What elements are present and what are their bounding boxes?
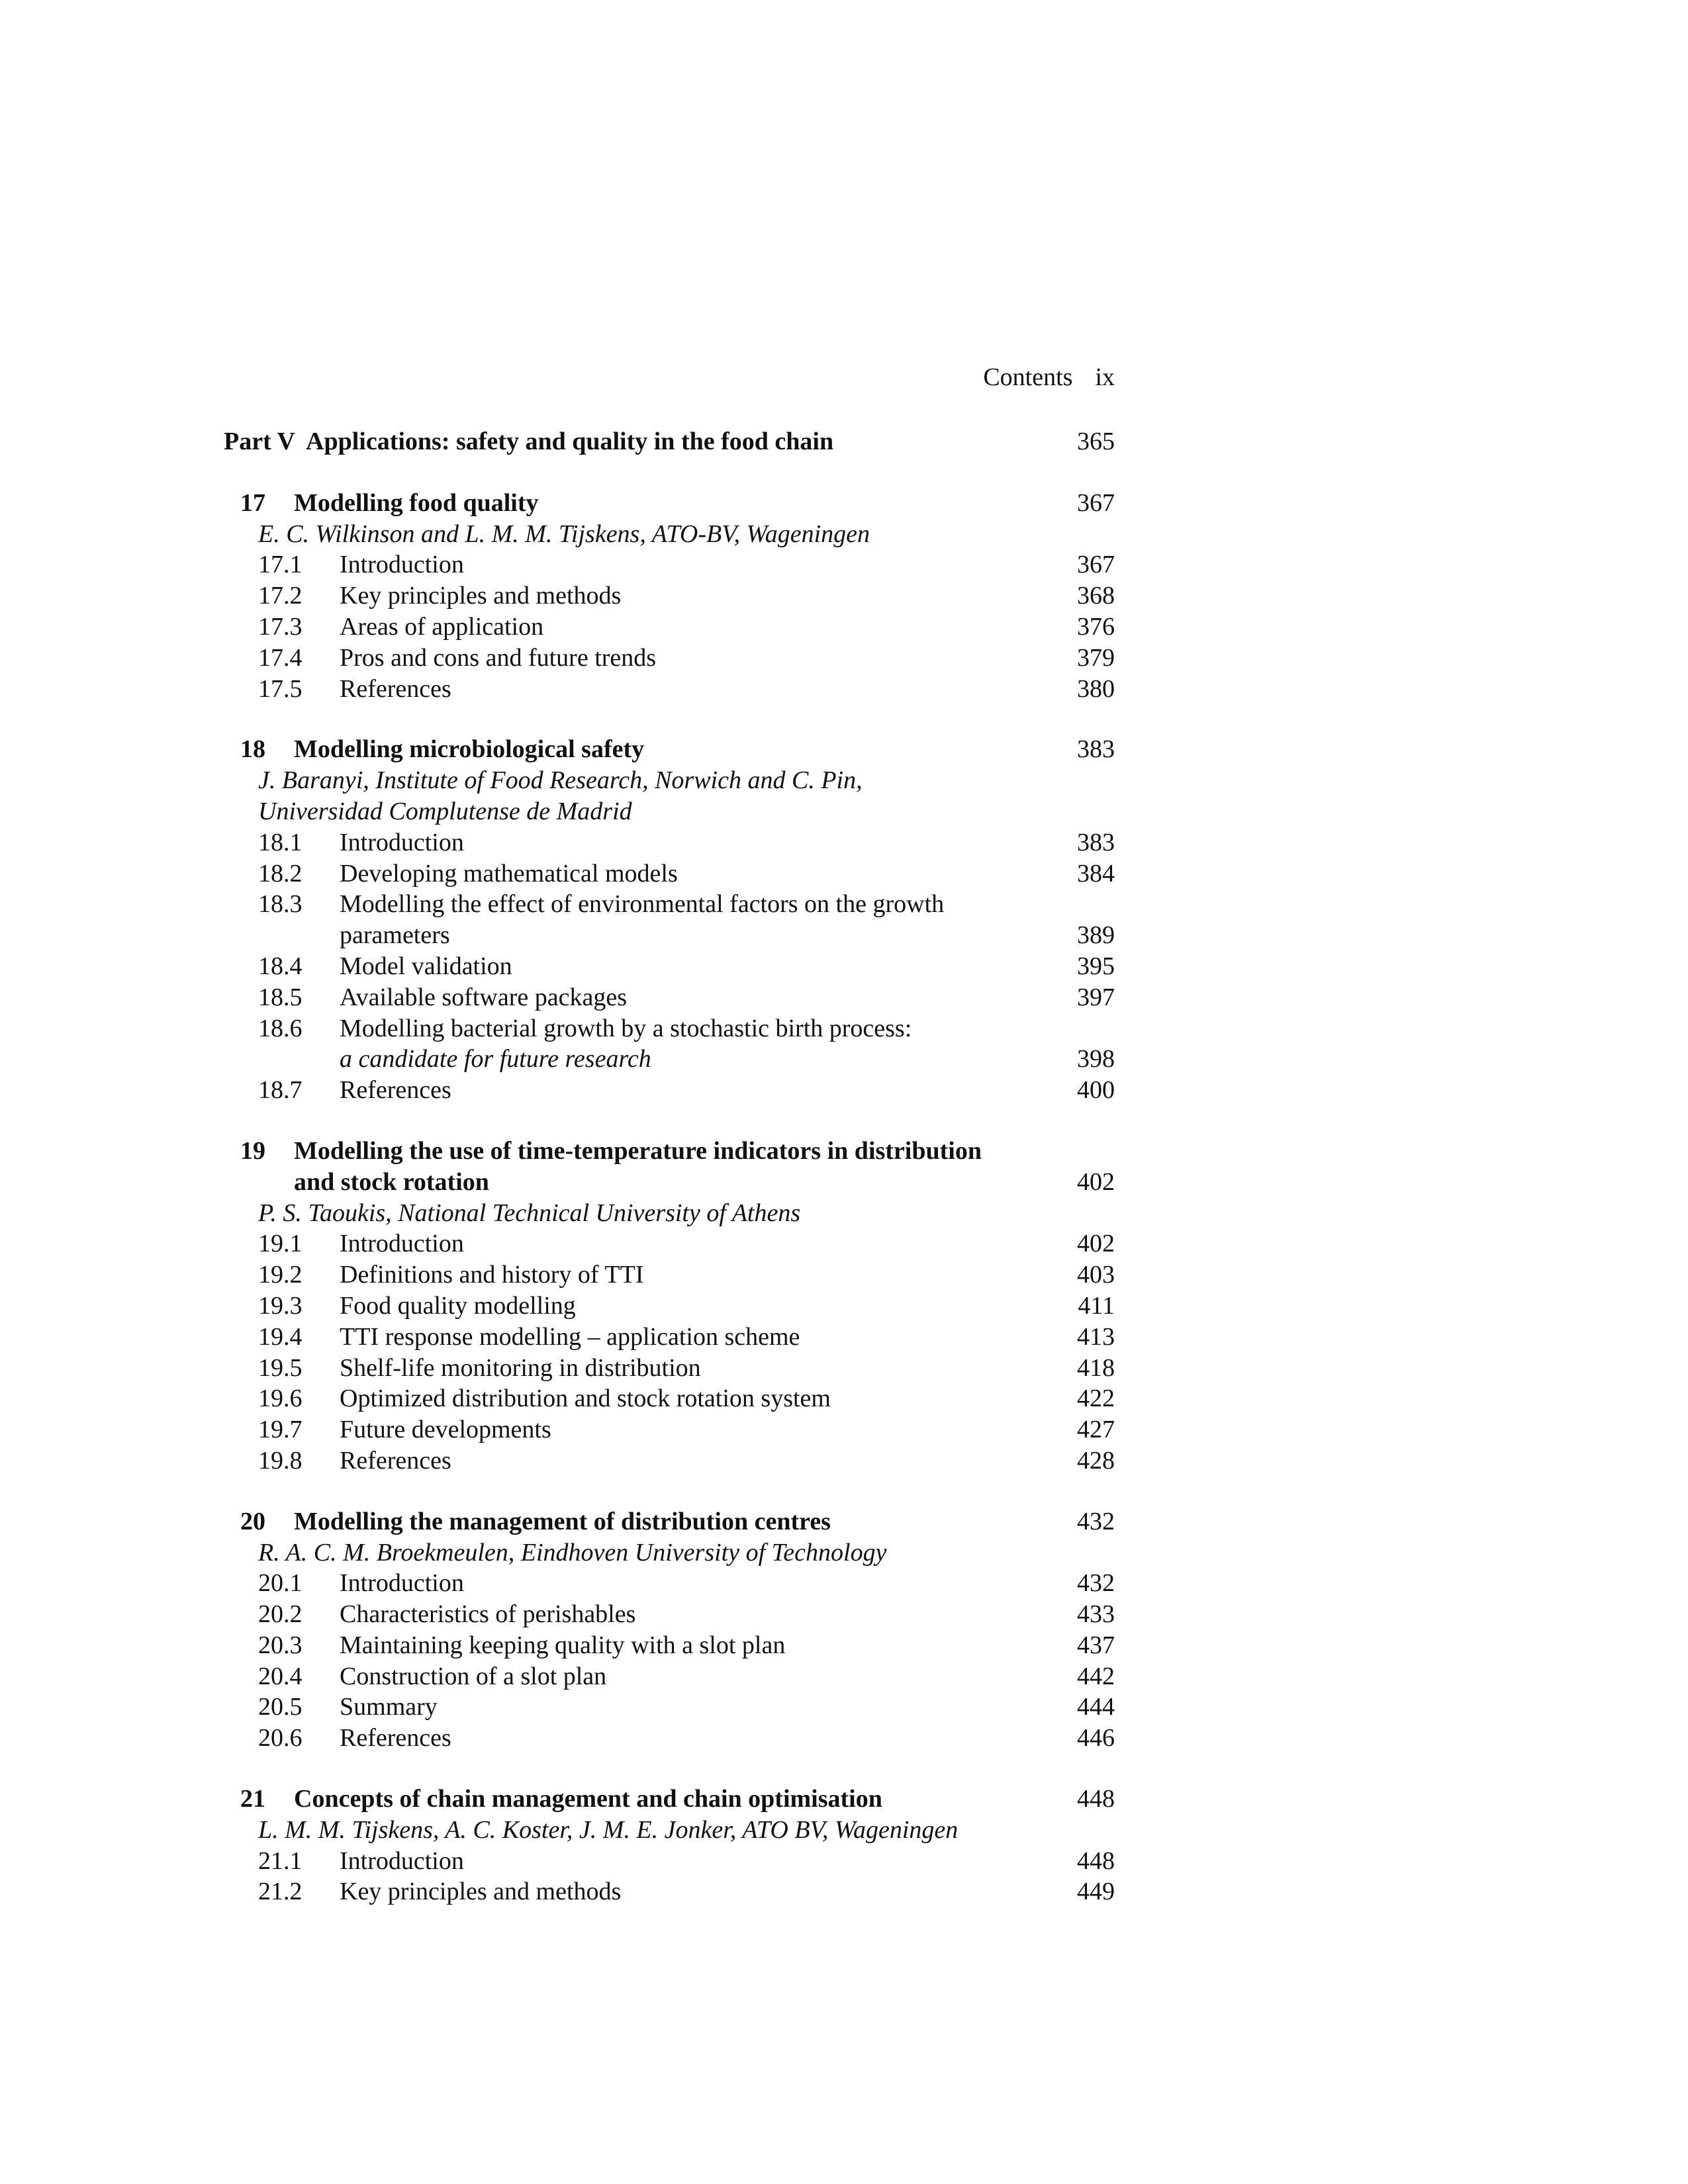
- section-page: 437: [1077, 1631, 1115, 1659]
- toc-section[interactable]: [224, 889, 1115, 920]
- chapter-page: 448: [1077, 1785, 1115, 1813]
- chapter-title: Modelling the use of time-temperature indicators in distribution: [294, 1136, 982, 1167]
- chapter-author: E. C. Wilkinson and L. M. M. Tijskens, ATO-BV, Wageningen: [258, 520, 870, 548]
- section-number: 19.7: [258, 1416, 303, 1444]
- section-title: TTI response modelling – application scheme: [340, 1322, 809, 1353]
- section-number: 20.2: [258, 1600, 303, 1629]
- toc-section[interactable]: [224, 1383, 1115, 1414]
- toc-section[interactable]: [224, 1876, 1115, 1907]
- toc-section[interactable]: [224, 1259, 1115, 1291]
- toc-section[interactable]: [224, 1630, 1115, 1661]
- section-title: Introduction: [340, 549, 473, 580]
- section-page: 403: [1077, 1261, 1115, 1289]
- toc-section[interactable]: [224, 1846, 1115, 1877]
- section-number: 20.5: [258, 1693, 303, 1721]
- toc-section[interactable]: [224, 643, 1115, 674]
- section-page: 442: [1077, 1662, 1115, 1690]
- section-number: 18.1: [258, 828, 303, 856]
- running-head: [927, 363, 1115, 392]
- toc-section[interactable]: [224, 858, 1115, 889]
- chapter-number: 21: [240, 1785, 265, 1813]
- section-title: Key principles and methods: [340, 1876, 630, 1907]
- section-page: 380: [1077, 674, 1115, 703]
- chapter-author-cont: Universidad Complutense de Madrid: [258, 797, 632, 825]
- toc-section[interactable]: [224, 1445, 1115, 1477]
- section-title: Summary: [340, 1692, 447, 1723]
- section-title: Key principles and methods: [340, 580, 630, 612]
- toc-section[interactable]: [224, 1291, 1115, 1322]
- section-page: 433: [1077, 1600, 1115, 1629]
- section-title: References: [340, 1445, 461, 1477]
- section-number: 19.3: [258, 1291, 303, 1320]
- toc-chapter[interactable]: [224, 1784, 1115, 1815]
- section-title: Modelling the effect of environmental factors on the growth: [340, 889, 944, 920]
- section-page: 422: [1077, 1385, 1115, 1413]
- section-title: Pros and cons and future trends: [340, 643, 665, 674]
- section-number: 18.3: [258, 890, 303, 919]
- toc-section[interactable]: [224, 1013, 1115, 1044]
- chapter-number: 17: [240, 488, 265, 517]
- section-page: 383: [1077, 828, 1115, 856]
- section-number: 19.8: [258, 1446, 303, 1475]
- section-number: 17.2: [258, 582, 303, 610]
- section-page: 384: [1077, 859, 1115, 887]
- section-page: 379: [1077, 643, 1115, 672]
- section-number: 17.4: [258, 643, 303, 672]
- section-number: 20.3: [258, 1631, 303, 1659]
- toc-chapter[interactable]: [224, 1136, 1115, 1167]
- section-number: 17.1: [258, 551, 303, 579]
- section-title: Introduction: [340, 827, 473, 858]
- part-page: 365: [1077, 428, 1115, 455]
- chapter-author: P. S. Taoukis, National Technical University of Athens: [258, 1199, 801, 1227]
- section-page: 444: [1077, 1693, 1115, 1721]
- section-number: 18.5: [258, 983, 303, 1011]
- section-title: Developing mathematical models: [340, 858, 687, 889]
- chapter-page: 402: [1077, 1167, 1115, 1196]
- toc-section[interactable]: [224, 1228, 1115, 1259]
- section-title: Future developments: [340, 1414, 561, 1445]
- section-title: Introduction: [340, 1228, 473, 1259]
- section-number: 19.1: [258, 1230, 303, 1258]
- section-page: 368: [1077, 582, 1115, 610]
- section-page: 418: [1077, 1353, 1115, 1382]
- section-number: 21.2: [258, 1878, 303, 1906]
- section-title: References: [340, 1723, 461, 1754]
- toc-chapter[interactable]: [224, 488, 1115, 519]
- section-page: 395: [1077, 952, 1115, 980]
- chapter-page: 383: [1077, 735, 1115, 764]
- toc-section[interactable]: [224, 612, 1115, 643]
- section-number: 19.2: [258, 1261, 303, 1289]
- section-title: References: [340, 674, 461, 705]
- section-title: Areas of application: [340, 612, 553, 643]
- section-number: 19.6: [258, 1385, 303, 1413]
- running-head-page: ix: [1095, 363, 1115, 391]
- section-number: 18.2: [258, 859, 303, 887]
- toc-section[interactable]: [224, 674, 1115, 705]
- section-title: Introduction: [340, 1846, 473, 1877]
- section-page: 402: [1077, 1230, 1115, 1258]
- section-number: 18.6: [258, 1014, 303, 1042]
- chapter-page: 432: [1077, 1507, 1115, 1535]
- toc-section-cont[interactable]: [224, 920, 1115, 951]
- toc-section[interactable]: [224, 1322, 1115, 1353]
- section-title: Introduction: [340, 1568, 473, 1599]
- section-number: 20.4: [258, 1662, 303, 1690]
- section-title: Shelf-life monitoring in distribution: [340, 1353, 710, 1384]
- table-of-contents: [224, 426, 1115, 1907]
- toc-section[interactable]: [224, 1414, 1115, 1445]
- section-page: 367: [1077, 551, 1115, 579]
- section-number: 17.3: [258, 612, 303, 641]
- toc-chapter-cont[interactable]: [224, 1167, 1115, 1198]
- toc-section[interactable]: [224, 1692, 1115, 1723]
- section-title: Definitions and history of TTI: [340, 1259, 653, 1291]
- toc-section[interactable]: [224, 1568, 1115, 1599]
- section-title: Food quality modelling: [340, 1291, 585, 1322]
- part-number: Part V: [224, 428, 295, 455]
- part-title: Applications: safety and quality in the food chain: [306, 428, 834, 455]
- section-number: 18.7: [258, 1076, 303, 1105]
- section-title-cont: a candidate for future research: [340, 1044, 661, 1075]
- running-head-title: Contents: [983, 363, 1073, 391]
- section-page: 376: [1077, 612, 1115, 641]
- section-page: 449: [1077, 1878, 1115, 1906]
- chapter-number: 19: [240, 1136, 265, 1165]
- toc-chapter[interactable]: [224, 734, 1115, 765]
- chapter-author: L. M. M. Tijskens, A. C. Koster, J. M. E. Jonker, ATO BV, Wageningen: [258, 1815, 959, 1844]
- section-title-cont: parameters: [340, 920, 459, 951]
- section-number: 17.5: [258, 674, 303, 703]
- chapter-title: Modelling the management of distribution centres: [294, 1506, 840, 1537]
- toc-section[interactable]: [224, 549, 1115, 580]
- chapter-author: J. Baranyi, Institute of Food Research, Norwich and C. Pin,: [258, 766, 863, 795]
- chapter-title-cont: and stock rotation: [294, 1167, 498, 1198]
- section-title: Model validation: [340, 951, 522, 982]
- section-page: 427: [1077, 1416, 1115, 1444]
- toc-section-cont[interactable]: [224, 1044, 1115, 1075]
- toc-section[interactable]: [224, 1075, 1115, 1106]
- section-page: 413: [1077, 1322, 1115, 1351]
- toc-section[interactable]: [224, 951, 1115, 982]
- section-page: 411: [1078, 1291, 1115, 1320]
- section-title: Construction of a slot plan: [340, 1661, 616, 1692]
- section-title: Maintaining keeping quality with a slot plan: [340, 1630, 794, 1661]
- section-page: 397: [1077, 983, 1115, 1011]
- section-number: 18.4: [258, 952, 303, 980]
- section-title: References: [340, 1075, 461, 1106]
- chapter-page: 367: [1077, 488, 1115, 517]
- chapter-title: Modelling microbiological safety: [294, 734, 653, 765]
- toc-section[interactable]: [224, 580, 1115, 612]
- section-page: 389: [1077, 921, 1115, 950]
- section-title: Available software packages: [340, 982, 636, 1013]
- section-number: 19.4: [258, 1322, 303, 1351]
- section-title: Modelling bacterial growth by a stochastic birth process:: [340, 1013, 912, 1044]
- toc-section[interactable]: [224, 982, 1115, 1013]
- section-page: 446: [1077, 1724, 1115, 1752]
- section-page: 400: [1077, 1076, 1115, 1105]
- toc-chapter[interactable]: [224, 1506, 1115, 1537]
- chapter-title: Modelling food quality: [294, 488, 548, 519]
- toc-part[interactable]: [224, 426, 1115, 457]
- section-number: 19.5: [258, 1353, 303, 1382]
- chapter-number: 20: [240, 1507, 265, 1535]
- section-page: 398: [1077, 1045, 1115, 1073]
- section-title: Characteristics of perishables: [340, 1599, 645, 1630]
- chapter-number: 18: [240, 735, 265, 764]
- toc-section[interactable]: [224, 1723, 1115, 1754]
- toc-section[interactable]: [224, 1353, 1115, 1384]
- toc-section[interactable]: [224, 1661, 1115, 1692]
- section-title: Optimized distribution and stock rotation system: [340, 1383, 840, 1414]
- toc-section[interactable]: [224, 1599, 1115, 1630]
- toc-section[interactable]: [224, 827, 1115, 858]
- section-page: 432: [1077, 1569, 1115, 1598]
- section-number: 21.1: [258, 1846, 303, 1875]
- section-page: 428: [1077, 1446, 1115, 1475]
- section-number: 20.1: [258, 1569, 303, 1598]
- section-number: 20.6: [258, 1724, 303, 1752]
- section-page: 448: [1077, 1846, 1115, 1875]
- chapter-author: R. A. C. M. Broekmeulen, Eindhoven University of Technology: [258, 1538, 887, 1567]
- chapter-title: Concepts of chain management and chain optimisation: [294, 1784, 892, 1815]
